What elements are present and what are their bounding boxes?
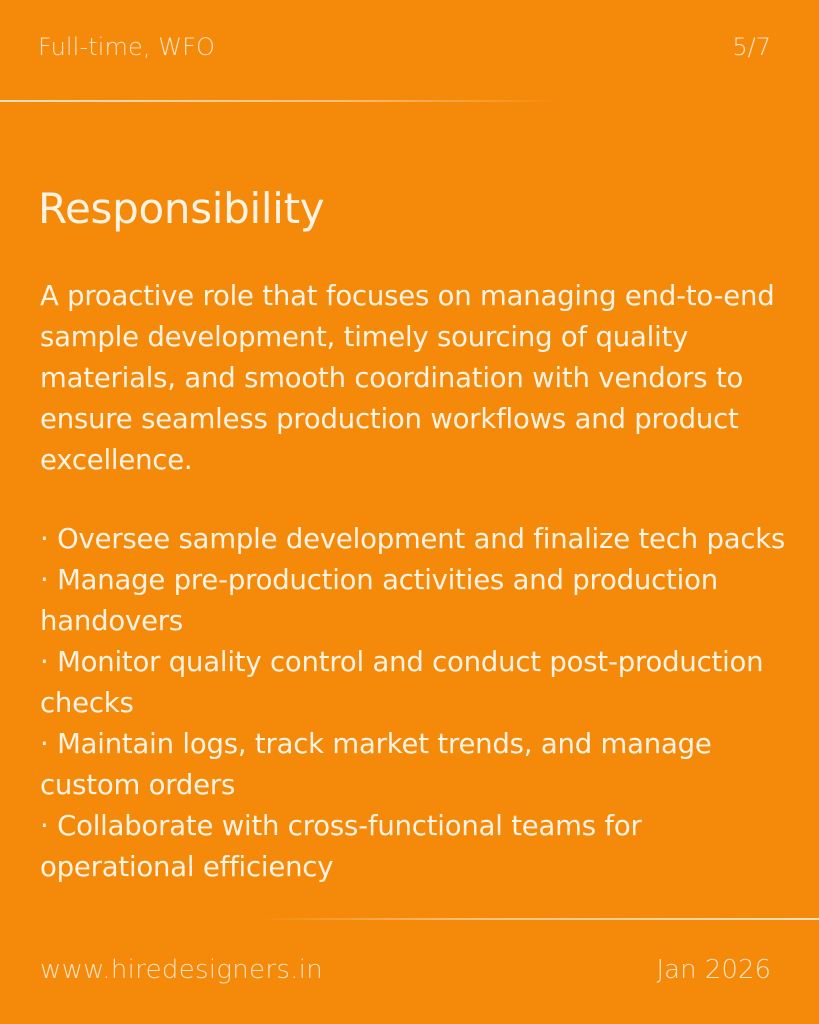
top-divider (0, 100, 560, 102)
page-indicator: 5/7 (732, 33, 771, 61)
responsibility-list (40, 519, 790, 888)
job-type: Full-time, WFO (38, 33, 216, 61)
section-title: Responsibility (38, 184, 325, 233)
list-item: · Monitor quality control and conduct post-production checks (40, 646, 764, 719)
bottom-divider (260, 918, 819, 920)
list-item: · Collaborate with cross-functional teams for operational efficiency (40, 810, 642, 883)
list-item: · Manage pre-production activities and production handovers (40, 564, 718, 637)
list-item: · Oversee sample development and finalize tech packs (40, 523, 786, 555)
date-label: Jan 2026 (656, 955, 771, 985)
website-link[interactable]: www.hiredesigners.in (40, 955, 324, 985)
list-item: · Maintain logs, track market trends, and manage custom orders (40, 728, 712, 801)
intro-paragraph: A proactive role that focuses on managing end-to-end sample development, timely sourcing of quality materials, and smooth coordination with vendors to ensure seamless production workflows and product excellence. (40, 280, 775, 476)
